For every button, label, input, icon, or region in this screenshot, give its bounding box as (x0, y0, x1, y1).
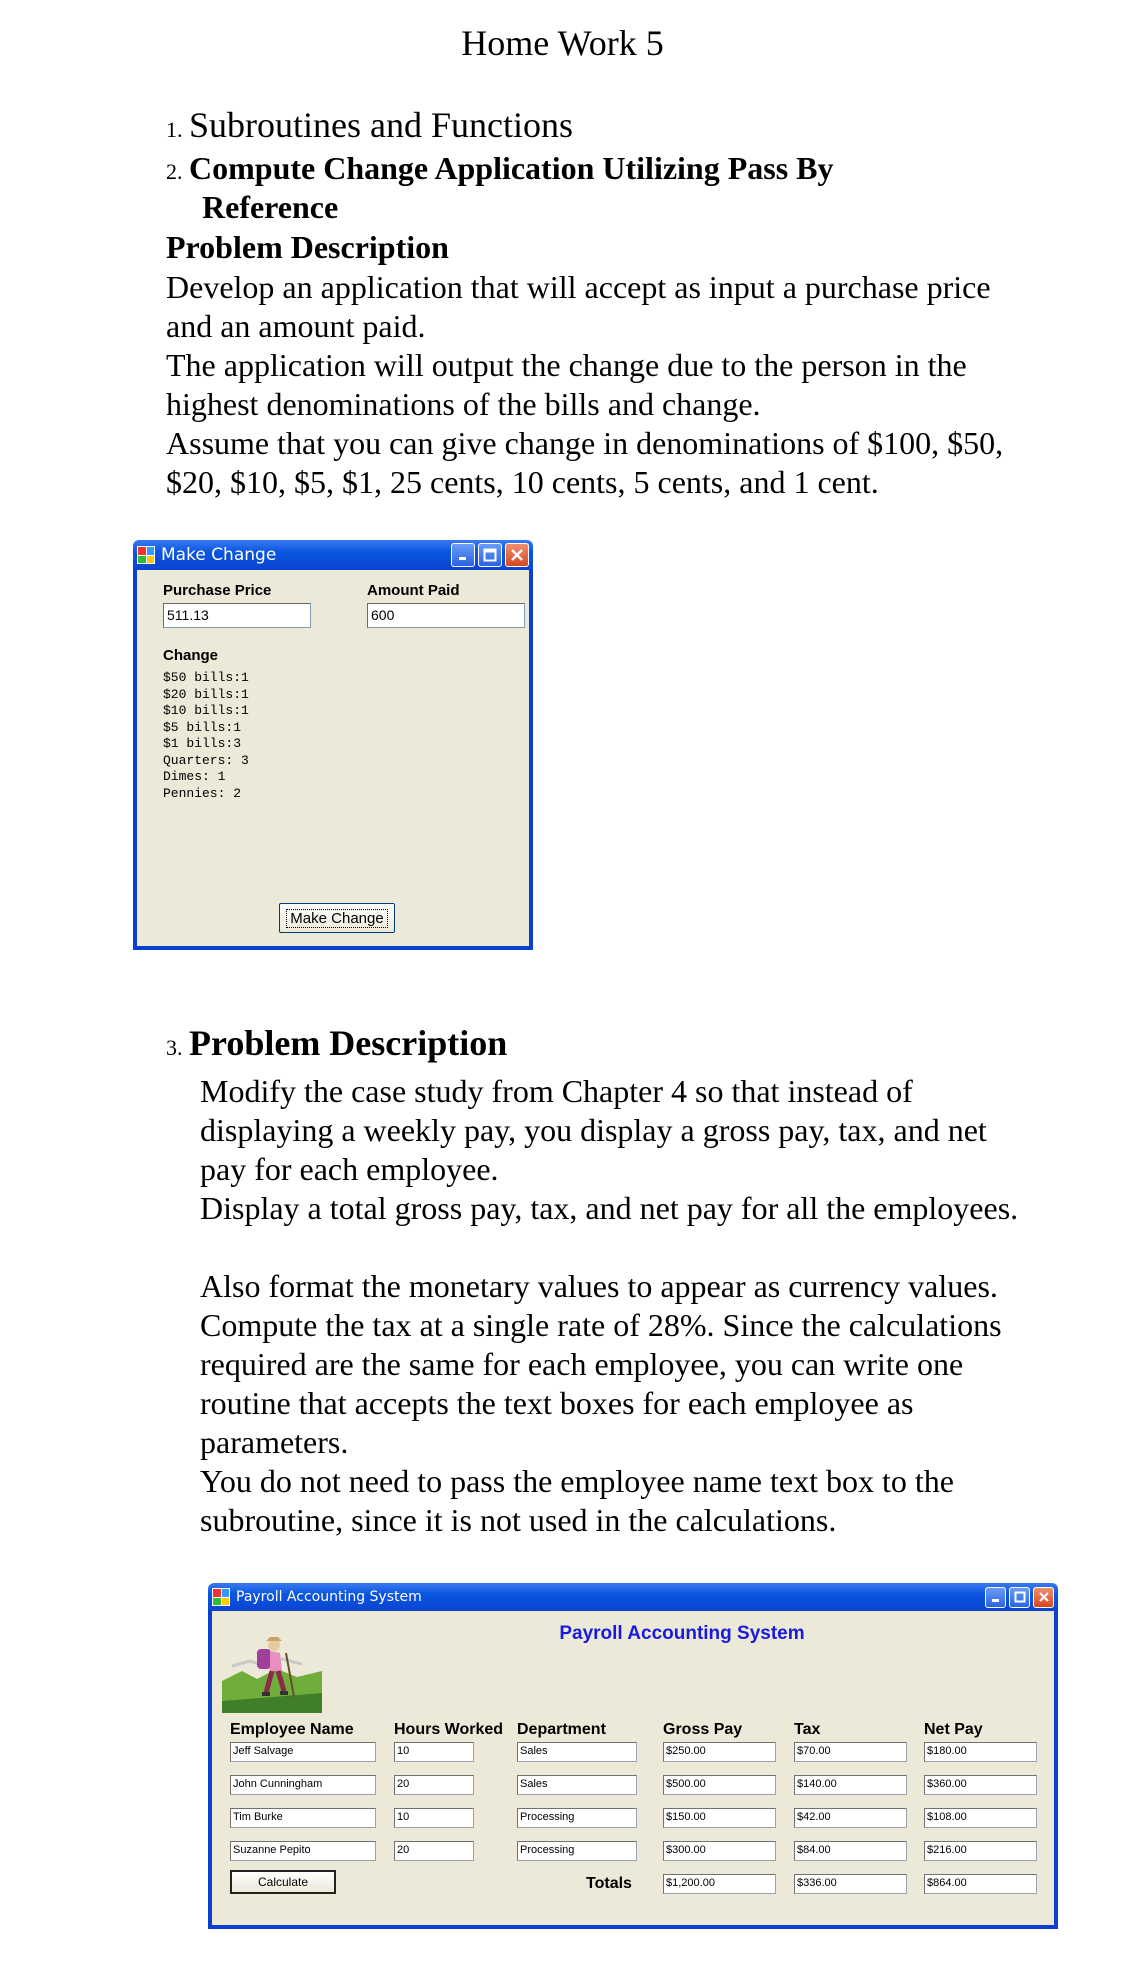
change-output-4: $5 bills:1 (163, 719, 242, 735)
paragraph: You do not need to pass the employee name text box to the subroutine, since it is not used in the calculations. (200, 1463, 954, 1538)
net-pay-output[interactable]: $180.00 (924, 1742, 1037, 1762)
department-input[interactable]: Sales (517, 1742, 637, 1762)
close-icon[interactable] (505, 543, 529, 567)
total-tax-output[interactable]: $336.00 (794, 1874, 907, 1894)
gross-pay-output[interactable]: $300.00 (663, 1841, 776, 1861)
minimize-icon[interactable] (451, 543, 475, 567)
make-change-window (133, 540, 533, 950)
hours-worked-input[interactable]: 20 (394, 1841, 474, 1861)
make-change-button-label: Make Change (286, 909, 387, 928)
hours-worked-input[interactable]: 20 (394, 1775, 474, 1795)
column-header-gross-pay: Gross Pay (663, 1721, 743, 1738)
total-gross-pay-output[interactable]: $1,200.00 (663, 1874, 776, 1894)
purchase-price-input[interactable]: 511.13 (163, 603, 311, 628)
calculate-button-label: Calculate (257, 1875, 309, 1889)
employee-name-input[interactable]: Jeff Salvage (230, 1742, 376, 1762)
list-item-2 (166, 150, 834, 187)
hiker-logo (222, 1631, 322, 1713)
maximize-icon[interactable] (478, 543, 502, 567)
tax-output[interactable]: $140.00 (794, 1775, 907, 1795)
minimize-icon[interactable] (985, 1587, 1006, 1608)
employee-name-input[interactable]: Tim Burke (230, 1808, 376, 1828)
net-pay-output[interactable]: $216.00 (924, 1841, 1037, 1861)
column-header-net-pay: Net Pay (924, 1721, 983, 1738)
column-header-department: Department (517, 1721, 606, 1738)
totals-label: Totals (586, 1875, 632, 1892)
make-change-button[interactable] (279, 903, 395, 933)
paragraph: Develop an application that will accept as input a purchase price and an amount paid. (166, 269, 991, 344)
paragraph: Modify the case study from Chapter 4 so that instead of displaying a weekly pay, you display a gross pay, tax, and net pay for each employee. (200, 1073, 987, 1187)
change-output-7: Dimes: 1 (163, 769, 226, 784)
change-output-8: Pennies: 2 (163, 785, 242, 801)
tax-output[interactable]: $84.00 (794, 1841, 907, 1861)
change-output-3: $10 bills:1 (163, 703, 249, 718)
amount-paid-label: Amount Paid (367, 582, 460, 599)
hours-worked-input[interactable]: 10 (394, 1742, 474, 1762)
employee-name-input[interactable]: Suzanne Pepito (230, 1841, 376, 1861)
list-number: 2. (166, 159, 183, 184)
total-net-pay-output[interactable]: $864.00 (924, 1874, 1037, 1894)
close-icon[interactable] (1033, 1587, 1054, 1608)
change-output-5: $1 bills:3 (163, 736, 242, 751)
calculate-button[interactable] (230, 1870, 336, 1894)
window-title: Make Change (161, 545, 277, 565)
window-body (137, 570, 529, 946)
change-output-6: Quarters: 3 (163, 752, 249, 768)
list-item-text: Subroutines and Functions (189, 105, 573, 145)
payroll-heading: Payroll Accounting System (559, 1623, 805, 1644)
paragraph: Display a total gross pay, tax, and net pay for all the employees. (200, 1190, 1019, 1226)
window-body (212, 1611, 1054, 1925)
change-output-1: $50 bills:1 (163, 670, 249, 685)
list-item-2-continued: Reference (202, 189, 339, 225)
department-input[interactable]: Processing (517, 1808, 637, 1828)
paragraph: Also format the monetary values to appear as currency values. Compute the tax at a single rate of 28%. Since the calculations required are the same for each employee, you can write one routine that accepts the text boxes for each employee as parameters. (200, 1268, 1002, 1460)
app-icon (137, 546, 155, 564)
window-titlebar[interactable] (208, 1583, 1058, 1611)
problem-description-heading: Problem Description (166, 229, 449, 265)
change-label: Change (163, 647, 219, 664)
column-header-hours-worked: Hours Worked (394, 1721, 504, 1738)
list-item-text: Problem Description (189, 1023, 508, 1063)
employee-name-input[interactable]: John Cunningham (230, 1775, 376, 1795)
tax-output[interactable]: $70.00 (794, 1742, 907, 1762)
gross-pay-output[interactable]: $150.00 (663, 1808, 776, 1828)
list-number: 1. (166, 117, 183, 142)
tax-output[interactable]: $42.00 (794, 1808, 907, 1828)
window-title: Payroll Accounting System (236, 1589, 422, 1605)
column-header-tax: Tax (794, 1721, 821, 1738)
purchase-price-label: Purchase Price (163, 582, 272, 599)
change-output-2: $20 bills:1 (163, 686, 249, 702)
list-item-3 (166, 1022, 507, 1064)
app-icon (212, 1588, 230, 1606)
gross-pay-output[interactable]: $500.00 (663, 1775, 776, 1795)
window-titlebar[interactable] (133, 540, 533, 570)
paragraph: Assume that you can give change in denominations of $100, $50, $20, $10, $5, $1, 25 cents, 10 cents, 5 cents, and 1 cent. (166, 425, 1004, 500)
amount-paid-input[interactable]: 600 (367, 603, 525, 628)
document-title: Home Work 5 (461, 23, 664, 63)
list-item-text: Compute Change Application Utilizing Pass By (189, 150, 834, 186)
net-pay-output[interactable]: $108.00 (924, 1808, 1037, 1828)
department-input[interactable]: Sales (517, 1775, 637, 1795)
list-number: 3. (166, 1035, 183, 1060)
payroll-window (208, 1583, 1058, 1929)
list-item-1 (166, 104, 573, 146)
gross-pay-output[interactable]: $250.00 (663, 1742, 776, 1762)
net-pay-output[interactable]: $360.00 (924, 1775, 1037, 1795)
column-header-employee-name: Employee Name (230, 1721, 354, 1738)
maximize-icon[interactable] (1009, 1587, 1030, 1608)
department-input[interactable]: Processing (517, 1841, 637, 1861)
hours-worked-input[interactable]: 10 (394, 1808, 474, 1828)
paragraph: The application will output the change due to the person in the highest denominations of the bills and change. (166, 347, 967, 422)
